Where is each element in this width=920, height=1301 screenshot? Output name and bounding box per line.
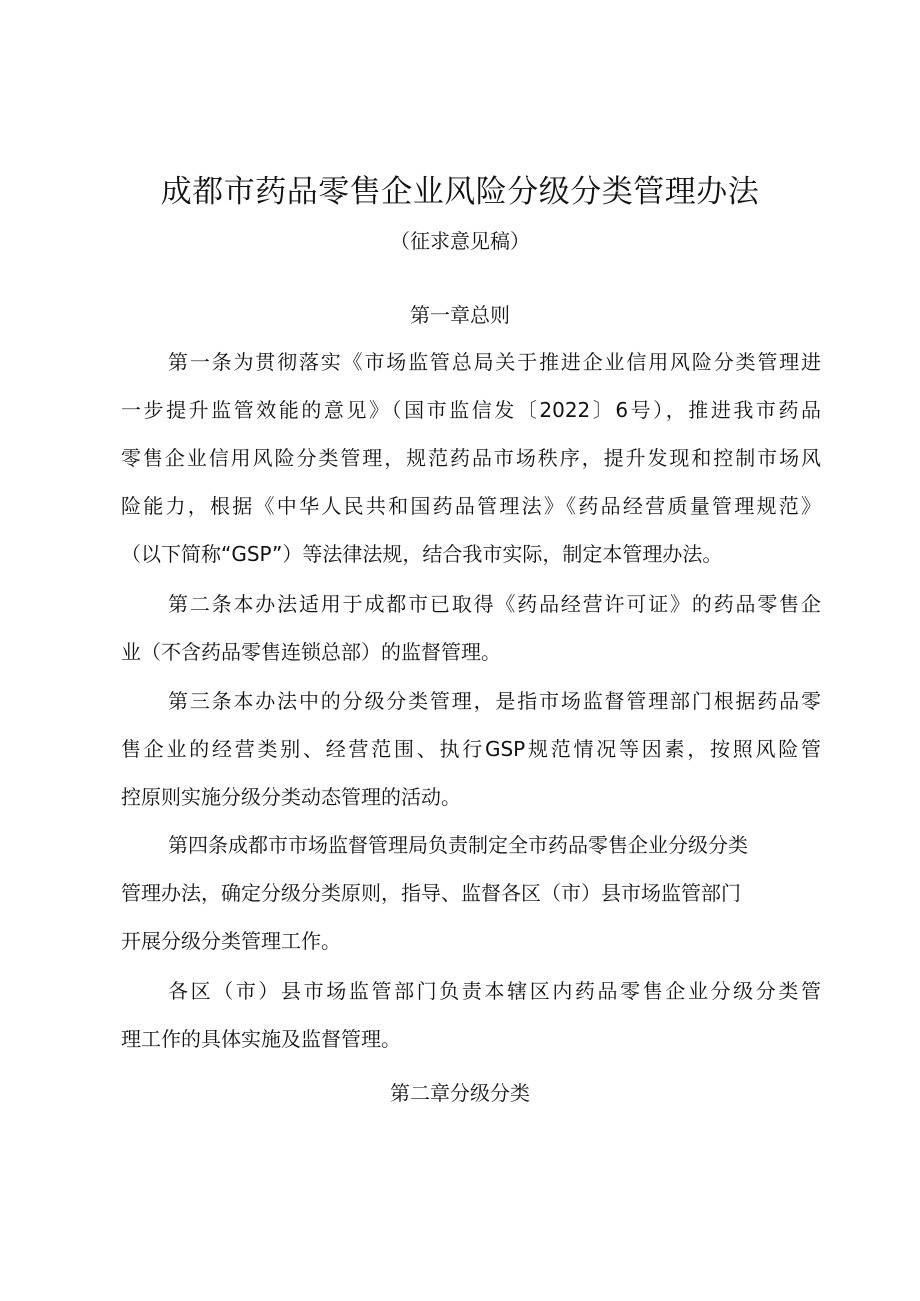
paragraph-line: 零售企业信用风险分类管理，规范药品市场秩序，提升发现和控制市场风 <box>121 446 821 470</box>
paragraph-line: 开展分级分类管理工作。 <box>121 929 341 953</box>
paragraph-line: （以下简称“GSP”）等法律法规，结合我市实际，制定本管理办法。 <box>121 542 723 566</box>
paragraph-line: 售企业的经营类别、经营范围、执行GSP规范情况等因素，按照风险管 <box>121 737 821 761</box>
paragraph-line: 第一条为贯彻落实《市场监管总局关于推进企业信用风险分类管理进 <box>168 350 821 374</box>
paragraph-line: 第四条成都市市场监督管理局负责制定全市药品零售企业分级分类 <box>168 833 748 857</box>
paragraph-line: 险能力，根据《中华人民共和国药品管理法》《药品经营质量管理规范》 <box>121 494 821 518</box>
chapter-heading: 第一章总则 <box>410 303 510 327</box>
paragraph-line: 第二条本办法适用于成都市已取得《药品经营许可证》的药品零售企 <box>168 592 821 616</box>
paragraph-line: 管理办法，确定分级分类原则，指导、监督各区（市）县市场监管部门 <box>121 881 741 905</box>
paragraph-line: 一步提升监管效能的意见》（国市监信发〔2022〕6号），推进我市药品 <box>121 398 821 422</box>
document-subtitle: （征求意见稿） <box>390 229 530 253</box>
paragraph-line: 控原则实施分级分类动态管理的活动。 <box>121 785 461 809</box>
document-title: 成都市药品零售企业风险分级分类管理办法 <box>160 174 760 210</box>
paragraph-line: 理工作的具体实施及监督管理。 <box>121 1027 401 1051</box>
paragraph-line: 业（不含药品零售连锁总部）的监督管理。 <box>121 640 501 664</box>
chapter-heading: 第二章分级分类 <box>390 1081 530 1105</box>
paragraph-line: 各区（市）县市场监管部门负责本辖区内药品零售企业分级分类管 <box>168 979 821 1003</box>
paragraph-line: 第三条本办法中的分级分类管理，是指市场监督管理部门根据药品零 <box>168 689 821 713</box>
